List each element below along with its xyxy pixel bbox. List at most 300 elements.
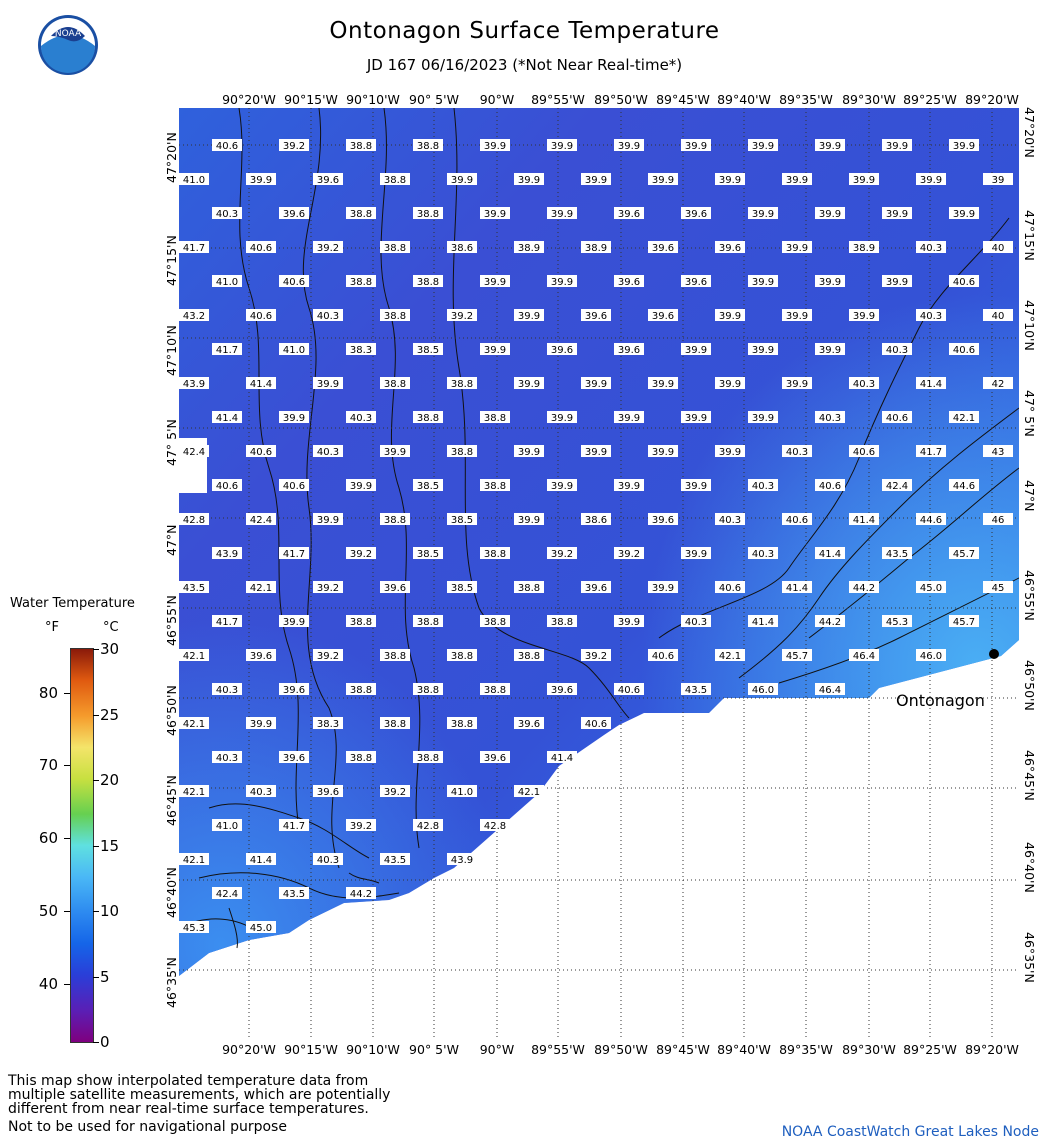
svg-text:43.9: 43.9 <box>450 855 474 866</box>
temperature-label <box>246 785 276 798</box>
map-subtitle: JD 167 06/16/2023 (*Not Near Real-time*) <box>366 56 683 74</box>
svg-text:39.2: 39.2 <box>383 787 407 798</box>
temperature-label <box>681 683 711 696</box>
svg-text:42.8: 42.8 <box>416 821 440 832</box>
svg-text:39.9: 39.9 <box>651 583 675 594</box>
celsius-tick-label: 10 <box>100 902 120 920</box>
svg-text:39.9: 39.9 <box>785 243 809 254</box>
fahrenheit-tick-label: 60 <box>38 829 58 848</box>
svg-text:39.9: 39.9 <box>785 311 809 322</box>
temperature-label <box>547 343 577 356</box>
temperature-label <box>748 615 778 628</box>
temperature-label <box>681 343 711 356</box>
temperature-label <box>179 173 209 186</box>
svg-text:38.3: 38.3 <box>349 345 373 356</box>
temperature-label <box>815 547 845 560</box>
temperature-label <box>480 683 510 696</box>
temperature-label <box>413 479 443 492</box>
temperature-label <box>849 241 879 254</box>
temperature-label <box>882 615 912 628</box>
temperature-label <box>246 309 276 322</box>
temperature-label <box>614 275 644 288</box>
svg-text:39.9: 39.9 <box>684 413 708 424</box>
temperature-label <box>480 479 510 492</box>
svg-text:40.3: 40.3 <box>885 345 909 356</box>
latitude-label: 47°N <box>1022 480 1037 512</box>
temperature-label <box>648 513 678 526</box>
temperature-label <box>279 887 309 900</box>
temperature-label <box>849 173 879 186</box>
temperature-label <box>581 241 611 254</box>
celsius-tick-label: 20 <box>100 771 120 789</box>
temperature-label <box>748 139 778 152</box>
svg-text:40.3: 40.3 <box>919 243 943 254</box>
longitude-label: 90°10'W <box>346 92 400 107</box>
temperature-label <box>179 785 209 798</box>
svg-text:39.6: 39.6 <box>517 719 541 730</box>
svg-text:42.1: 42.1 <box>249 583 273 594</box>
svg-text:40.3: 40.3 <box>316 311 340 322</box>
temperature-label <box>380 173 410 186</box>
temperature-label <box>581 581 611 594</box>
svg-text:39.6: 39.6 <box>684 277 708 288</box>
temperature-label <box>480 819 510 832</box>
temperature-label <box>480 207 510 220</box>
svg-text:38.8: 38.8 <box>416 753 440 764</box>
temperature-label <box>748 207 778 220</box>
tick-mark <box>64 765 70 766</box>
svg-text:41.0: 41.0 <box>282 345 306 356</box>
temperature-label <box>447 241 477 254</box>
latitude-label: 46°35'N <box>1022 932 1037 983</box>
svg-text:44.2: 44.2 <box>852 583 876 594</box>
svg-text:39.6: 39.6 <box>282 753 306 764</box>
temperature-label <box>380 581 410 594</box>
svg-text:43: 43 <box>991 447 1005 458</box>
svg-text:45.7: 45.7 <box>952 617 976 628</box>
temperature-label <box>346 479 376 492</box>
temperature-label <box>480 547 510 560</box>
temperature-label <box>380 785 410 798</box>
svg-text:38.5: 38.5 <box>450 583 474 594</box>
temperature-label <box>313 853 343 866</box>
svg-text:39.9: 39.9 <box>517 311 541 322</box>
svg-text:39.9: 39.9 <box>483 209 507 220</box>
svg-text:39.6: 39.6 <box>316 175 340 186</box>
tick-mark <box>93 715 99 716</box>
disclaimer-line: multiple satellite measurements, which are potentially <box>8 1087 391 1103</box>
temperature-label <box>916 241 946 254</box>
tick-mark <box>64 838 70 839</box>
temperature-label <box>413 751 443 764</box>
svg-text:38.8: 38.8 <box>416 413 440 424</box>
svg-text:40.6: 40.6 <box>885 413 909 424</box>
temperature-label <box>748 547 778 560</box>
latitude-label: 47°20'N <box>164 132 179 183</box>
svg-text:41.4: 41.4 <box>919 379 943 390</box>
svg-text:46: 46 <box>991 515 1005 526</box>
ontonagon-marker <box>989 649 999 659</box>
temperature-label <box>179 853 209 866</box>
svg-text:39.9: 39.9 <box>249 175 273 186</box>
temperature-label <box>815 615 845 628</box>
svg-text:39.6: 39.6 <box>617 277 641 288</box>
svg-text:41.7: 41.7 <box>182 243 206 254</box>
temperature-label <box>983 513 1013 526</box>
svg-text:38.8: 38.8 <box>416 209 440 220</box>
temperature-label <box>949 411 979 424</box>
svg-text:39.2: 39.2 <box>349 821 373 832</box>
temperature-label <box>514 445 544 458</box>
temperature-label <box>380 717 410 730</box>
svg-text:39.9: 39.9 <box>584 379 608 390</box>
map-title: Ontonagon Surface Temperature <box>329 18 720 44</box>
temperature-label <box>279 207 309 220</box>
temperature-label <box>581 513 611 526</box>
svg-text:38.8: 38.8 <box>383 379 407 390</box>
temperature-label <box>246 445 276 458</box>
latitude-label: 46°40'N <box>164 867 179 918</box>
svg-text:39.9: 39.9 <box>316 515 340 526</box>
svg-text:40.6: 40.6 <box>249 447 273 458</box>
svg-text:39.6: 39.6 <box>282 209 306 220</box>
svg-text:44.6: 44.6 <box>952 481 976 492</box>
temperature-label <box>815 479 845 492</box>
svg-text:39.9: 39.9 <box>818 209 842 220</box>
svg-text:38.9: 38.9 <box>517 243 541 254</box>
temperature-label <box>648 309 678 322</box>
svg-text:38.8: 38.8 <box>416 617 440 628</box>
temperature-label <box>212 343 242 356</box>
svg-text:38.8: 38.8 <box>483 617 507 628</box>
longitude-label: 89°55'W <box>531 1042 585 1057</box>
longitude-label: 90°20'W <box>222 92 276 107</box>
temperature-label <box>983 445 1013 458</box>
temperature-label <box>346 683 376 696</box>
temperature-label <box>949 139 979 152</box>
temperature-label <box>246 649 276 662</box>
celsius-tick-label: 5 <box>100 967 110 986</box>
svg-text:41.4: 41.4 <box>785 583 809 594</box>
svg-text:38.9: 38.9 <box>584 243 608 254</box>
svg-text:41.0: 41.0 <box>215 277 239 288</box>
temperature-label <box>849 377 879 390</box>
svg-text:38.8: 38.8 <box>383 719 407 730</box>
temperature-label <box>815 207 845 220</box>
longitude-label: 90°15'W <box>284 92 338 107</box>
svg-text:39.2: 39.2 <box>450 311 474 322</box>
temperature-label <box>246 173 276 186</box>
temperature-label <box>346 275 376 288</box>
svg-text:39.9: 39.9 <box>316 379 340 390</box>
tick-mark <box>64 911 70 912</box>
svg-text:40.6: 40.6 <box>952 277 976 288</box>
temperature-label <box>715 445 745 458</box>
temperature-label <box>849 309 879 322</box>
temperature-map <box>179 108 1019 1038</box>
svg-text:38.5: 38.5 <box>416 345 440 356</box>
svg-text:41.7: 41.7 <box>215 345 239 356</box>
longitude-label: 89°20'W <box>965 1042 1019 1057</box>
temperature-label <box>514 649 544 662</box>
svg-text:38.8: 38.8 <box>383 311 407 322</box>
temperature-label <box>715 581 745 594</box>
svg-text:39.9: 39.9 <box>651 175 675 186</box>
temperature-label <box>279 615 309 628</box>
temperature-label <box>480 139 510 152</box>
temperature-label <box>246 853 276 866</box>
svg-text:39.9: 39.9 <box>349 481 373 492</box>
temperature-label <box>882 343 912 356</box>
latitude-label: 47°10'N <box>164 325 179 376</box>
temperature-label <box>179 241 209 254</box>
svg-text:39.9: 39.9 <box>550 413 574 424</box>
longitude-label: 89°55'W <box>531 92 585 107</box>
temperature-label <box>748 479 778 492</box>
svg-text:43.5: 43.5 <box>885 549 909 560</box>
svg-text:39.2: 39.2 <box>282 141 306 152</box>
temperature-label <box>882 547 912 560</box>
svg-text:38.8: 38.8 <box>416 685 440 696</box>
temperature-label <box>916 445 946 458</box>
svg-text:39.2: 39.2 <box>550 549 574 560</box>
longitude-label: 90° 5'W <box>409 1042 459 1057</box>
svg-text:39.6: 39.6 <box>617 345 641 356</box>
svg-text:40.6: 40.6 <box>249 243 273 254</box>
svg-text:39.9: 39.9 <box>952 141 976 152</box>
svg-text:38.8: 38.8 <box>349 685 373 696</box>
temperature-label <box>246 377 276 390</box>
svg-text:40.6: 40.6 <box>584 719 608 730</box>
temperature-label <box>614 411 644 424</box>
svg-text:40.3: 40.3 <box>215 753 239 764</box>
temperature-label <box>179 513 209 526</box>
svg-text:46.4: 46.4 <box>852 651 876 662</box>
svg-text:39.6: 39.6 <box>684 209 708 220</box>
disclaimer-line: This map show interpolated temperature data from <box>8 1073 369 1089</box>
svg-text:39.9: 39.9 <box>383 447 407 458</box>
svg-text:42.1: 42.1 <box>517 787 541 798</box>
svg-text:40.6: 40.6 <box>651 651 675 662</box>
temperature-label <box>480 411 510 424</box>
temperature-label <box>614 343 644 356</box>
temperature-label <box>447 377 477 390</box>
temperature-label <box>983 581 1013 594</box>
longitude-label: 89°45'W <box>656 1042 710 1057</box>
svg-text:40.3: 40.3 <box>852 379 876 390</box>
svg-text:39.2: 39.2 <box>349 549 373 560</box>
latitude-label: 46°45'N <box>164 775 179 826</box>
latitude-label: 47°N <box>164 524 179 556</box>
svg-text:42.8: 42.8 <box>182 515 206 526</box>
latitude-label: 46°55'N <box>164 595 179 646</box>
svg-text:39.6: 39.6 <box>617 209 641 220</box>
svg-text:40.3: 40.3 <box>785 447 809 458</box>
svg-text:39.9: 39.9 <box>885 277 909 288</box>
temperature-label <box>212 479 242 492</box>
temperature-label <box>815 411 845 424</box>
longitude-label: 89°30'W <box>842 1042 896 1057</box>
svg-text:41.7: 41.7 <box>282 821 306 832</box>
latitude-label: 47°10'N <box>1022 300 1037 351</box>
tick-mark <box>93 780 99 781</box>
temperature-label <box>313 785 343 798</box>
temperature-label <box>581 173 611 186</box>
svg-text:39.2: 39.2 <box>316 243 340 254</box>
svg-text:39.9: 39.9 <box>684 345 708 356</box>
temperature-label <box>212 683 242 696</box>
temperature-label <box>447 717 477 730</box>
temperature-label <box>581 309 611 322</box>
svg-text:38.9: 38.9 <box>852 243 876 254</box>
temperature-label <box>882 479 912 492</box>
svg-text:39.9: 39.9 <box>483 277 507 288</box>
svg-text:41.7: 41.7 <box>215 617 239 628</box>
temperature-label <box>212 751 242 764</box>
temperature-label <box>179 921 209 934</box>
noaa-logo <box>37 14 99 76</box>
svg-text:39.9: 39.9 <box>852 311 876 322</box>
temperature-label <box>681 615 711 628</box>
svg-text:38.6: 38.6 <box>584 515 608 526</box>
svg-text:38.8: 38.8 <box>483 481 507 492</box>
temperature-label <box>949 275 979 288</box>
temperature-label <box>380 853 410 866</box>
temperature-label <box>212 275 242 288</box>
tick-mark <box>93 977 99 978</box>
svg-text:40.3: 40.3 <box>919 311 943 322</box>
celsius-tick-label: 25 <box>100 705 120 724</box>
temperature-label <box>916 513 946 526</box>
svg-text:39.9: 39.9 <box>919 175 943 186</box>
temperature-label <box>514 173 544 186</box>
temperature-label <box>212 819 242 832</box>
temperature-label <box>212 547 242 560</box>
longitude-label: 89°20'W <box>965 92 1019 107</box>
temperature-label <box>279 411 309 424</box>
temperature-label <box>547 683 577 696</box>
svg-text:38.6: 38.6 <box>450 243 474 254</box>
longitude-label: 89°30'W <box>842 92 896 107</box>
temperature-label <box>581 445 611 458</box>
svg-text:39.9: 39.9 <box>617 413 641 424</box>
temperature-label <box>782 309 812 322</box>
svg-text:39.9: 39.9 <box>282 413 306 424</box>
temperature-label <box>547 275 577 288</box>
svg-text:39.9: 39.9 <box>885 209 909 220</box>
svg-text:39.2: 39.2 <box>316 583 340 594</box>
latitude-label: 47°15'N <box>1022 210 1037 261</box>
temperature-label <box>648 445 678 458</box>
longitude-label: 89°50'W <box>594 1042 648 1057</box>
temperature-label <box>547 207 577 220</box>
svg-text:38.8: 38.8 <box>416 141 440 152</box>
svg-text:40.6: 40.6 <box>249 311 273 322</box>
svg-text:46.0: 46.0 <box>919 651 943 662</box>
svg-text:38.8: 38.8 <box>450 651 474 662</box>
temperature-label <box>447 785 477 798</box>
svg-text:42.4: 42.4 <box>249 515 273 526</box>
fahrenheit-tick-label: 80 <box>38 683 58 702</box>
svg-text:42.1: 42.1 <box>952 413 976 424</box>
temperature-label <box>983 173 1013 186</box>
svg-text:38.8: 38.8 <box>349 617 373 628</box>
svg-text:40.3: 40.3 <box>349 413 373 424</box>
svg-text:39.6: 39.6 <box>316 787 340 798</box>
temperature-label <box>748 343 778 356</box>
temperature-label <box>246 921 276 934</box>
svg-text:39.9: 39.9 <box>617 617 641 628</box>
svg-text:46.0: 46.0 <box>751 685 775 696</box>
temperature-label <box>480 343 510 356</box>
disclaimer-line: Not to be used for navigational purpose <box>8 1119 287 1135</box>
temperature-label <box>514 581 544 594</box>
temperature-label <box>313 309 343 322</box>
temperature-label <box>916 581 946 594</box>
longitude-label: 89°50'W <box>594 92 648 107</box>
temperature-label <box>313 241 343 254</box>
longitude-label: 90°10'W <box>346 1042 400 1057</box>
svg-text:41.0: 41.0 <box>182 175 206 186</box>
temperature-label <box>313 717 343 730</box>
temperature-label <box>279 275 309 288</box>
svg-text:43.9: 43.9 <box>215 549 239 560</box>
latitude-label: 47°15'N <box>164 235 179 286</box>
svg-text:44.6: 44.6 <box>919 515 943 526</box>
temperature-label <box>983 377 1013 390</box>
temperature-label <box>212 615 242 628</box>
temperature-label <box>279 343 309 356</box>
temperature-label <box>480 751 510 764</box>
temperature-label <box>313 173 343 186</box>
temperature-label <box>882 207 912 220</box>
temperature-label <box>380 513 410 526</box>
svg-text:41.4: 41.4 <box>249 855 273 866</box>
svg-text:40.3: 40.3 <box>718 515 742 526</box>
svg-text:38.8: 38.8 <box>416 277 440 288</box>
longitude-label: 89°25'W <box>903 92 957 107</box>
svg-text:39.2: 39.2 <box>617 549 641 560</box>
svg-text:39.9: 39.9 <box>852 175 876 186</box>
temperature-label <box>882 275 912 288</box>
svg-text:39.9: 39.9 <box>718 175 742 186</box>
temperature-label <box>179 717 209 730</box>
svg-text:46.4: 46.4 <box>818 685 842 696</box>
temperature-label <box>246 513 276 526</box>
temperature-label <box>547 547 577 560</box>
svg-text:39.9: 39.9 <box>751 277 775 288</box>
temperature-label <box>547 411 577 424</box>
svg-text:40.6: 40.6 <box>952 345 976 356</box>
temperature-label <box>514 241 544 254</box>
svg-text:44.2: 44.2 <box>818 617 842 628</box>
tick-mark <box>93 649 99 650</box>
longitude-label: 89°25'W <box>903 1042 957 1057</box>
svg-text:41.4: 41.4 <box>215 413 239 424</box>
legend-unit-celsius: °C <box>103 620 119 635</box>
temperature-label <box>916 649 946 662</box>
svg-text:39.9: 39.9 <box>282 617 306 628</box>
svg-text:40.6: 40.6 <box>282 277 306 288</box>
svg-text:42.1: 42.1 <box>182 855 206 866</box>
temperature-label <box>815 683 845 696</box>
temperature-label <box>614 547 644 560</box>
latitude-label: 46°35'N <box>164 957 179 1008</box>
svg-text:40.3: 40.3 <box>818 413 842 424</box>
longitude-label: 89°40'W <box>717 92 771 107</box>
svg-text:39.9: 39.9 <box>517 515 541 526</box>
svg-text:40.6: 40.6 <box>852 447 876 458</box>
